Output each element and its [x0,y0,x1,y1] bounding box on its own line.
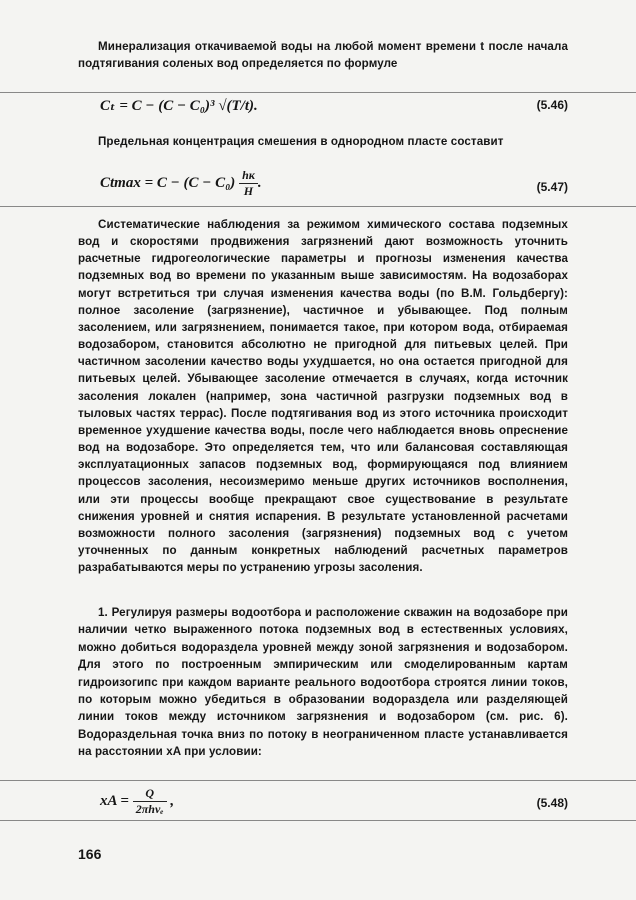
rule-line [0,780,636,781]
formula-5-47-end: . [257,174,262,191]
intro-paragraph: Минерализация откачиваемой воды на любой момент времени t после начала подтягивания соленых вод определяется по формуле [78,40,568,71]
rule-line [0,820,636,821]
main-paragraph: Систематические наблюдения за режимом химического состава подземных вод и скоростями продвижения загрязнений дают возможность уточнить расчетные гидрогеологические параметры и прогнозы изменения качества подземных вод во времени по указанным выше зависимостям. На водозаборах могут встретиться три случая изменения качества воды (по В.М. Гольдбергу): полное засоление (загрязнение), частичное и убывающее. Под полным засолением, или загрязнением, понимается такое, при котором вода, отбираемая водозабором, становится абсолютно не пригодной для питьевых целей. При частичном засолении качество воды ухудшается, но она остается пригодной для питьевых целей. Убывающее засоление отмечается в случаях, когда источник засоления локален (например, зона частичной разгрузки подземных вод в тыловых частях террас). После подтягивания вод из этого источника происходит временное ухудшение качества воды, после чего наблюдается вновь опреснение вод на водозаборе. Это определяется тем, что или балансовая составляющая эксплуатационных запасов подземных вод, формирующаяся под влиянием процессов засоления, несоизмеримо меньше других источников восполнения, или эти процессы вообще прекращают свое существование в результате снижения уровней и снятия испарения. В результате установленной расчетами возможности полного засоления (загрязнения) подземных вод с учетом уточненных по данным конкретных наблюдений расчетных параметров разрабатываются меры по устранению угрозы засоления. [78,218,568,575]
rule-line [0,206,636,207]
rule-line [0,92,636,93]
formula-5-48-end: , [166,792,175,809]
formula-5-48-numerator: Q [133,786,167,802]
equation-number-5-48: (5.48) [536,796,568,810]
concentration-paragraph: Предельная концентрация смешения в однородном пласте составит [98,135,504,148]
formula-5-46: Cₜ = C − (C − C₀)³ √(T/t). [100,98,258,114]
formula-5-47 [100,168,262,199]
formula-5-47-numerator: hк [239,168,258,184]
list-item-1: 1. Регулируя размеры водоотбора и расположение скважин на водозаборе при наличии четко выраженного потока подземных вод в естественных условиях, можно добиться водораздела уровней между зоной загрязнения и водозабором. Для этого по построенным эмпирическим или смоделированным картам гидроизогипс при каждом варианте реального водоотбора строятся линии токов, по которым можно убедиться в образовании водораздела или разделяющей линии токов между источником загрязнения и водозабором (см. рис. 6). Водораздельная точка вниз по потоку в неограниченном пласте устанавливается на расстоянии xA при условии: [78,606,568,759]
formula-5-48-denominator: 2πhvₑ [135,802,164,816]
formula-5-48 [100,786,174,817]
formula-5-47-lhs: Ctmax = C − (C − C₀) [100,174,236,191]
formula-5-47-fraction [239,168,258,199]
formula-5-48-lhs: xA = [100,792,133,809]
equation-number-5-47: (5.47) [536,180,568,194]
equation-number-5-46: (5.46) [536,98,568,112]
formula-5-48-fraction [133,786,167,817]
formula-5-47-denominator: H [243,184,254,198]
page-number: 166 [78,846,102,862]
